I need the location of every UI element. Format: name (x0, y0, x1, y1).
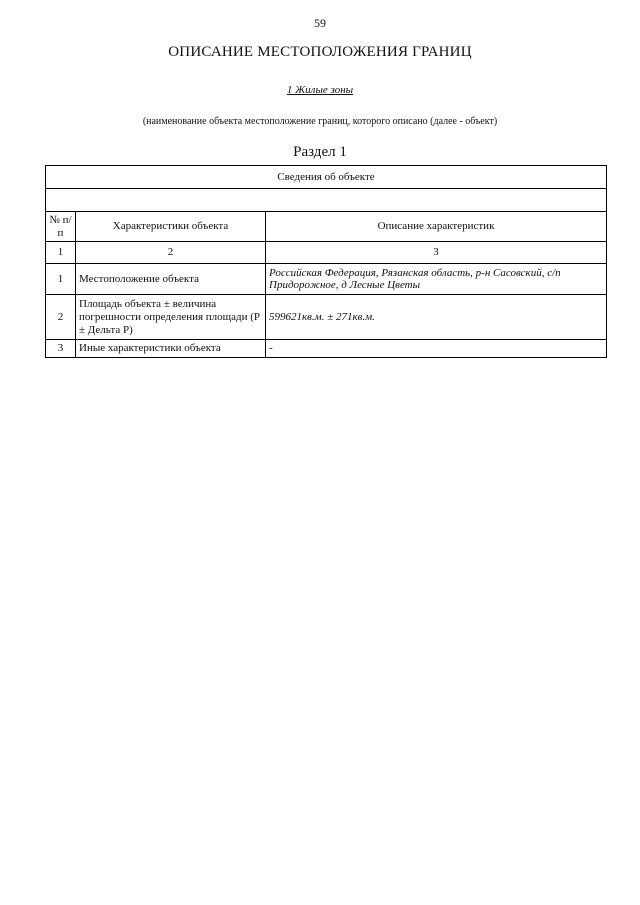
column-header-num: № п/п (46, 212, 76, 242)
column-number: 1 (46, 242, 76, 264)
object-name-caption: (наименование объекта местоположение границ, которого описано (далее - объект) (142, 116, 498, 127)
row-description: 599621кв.м. ± 271кв.м. (266, 295, 607, 340)
row-characteristic: Площадь объекта ± величина погрешности определения площади (P ± Дельта P) (76, 295, 266, 340)
row-description: - (266, 340, 607, 358)
row-characteristic: Иные характеристики объекта (76, 340, 266, 358)
table-header-row (46, 166, 607, 189)
row-num: 1 (46, 264, 76, 295)
row-characteristic: Местоположение объекта (76, 264, 266, 295)
page-number: 59 (314, 16, 326, 30)
object-name: 1 Жилые зоны (286, 84, 354, 96)
column-header-description: Описание характеристик (266, 212, 607, 242)
table-header: Сведения об объекте (46, 166, 607, 189)
table-row (46, 264, 607, 295)
table-empty-row (46, 189, 607, 212)
section-title: Раздел 1 (293, 144, 347, 160)
column-number: 2 (76, 242, 266, 264)
row-num: 3 (46, 340, 76, 358)
table-row (46, 340, 607, 358)
column-headers-row (46, 212, 607, 242)
table-empty-cell (46, 189, 607, 212)
column-number: 3 (266, 242, 607, 264)
table-row (46, 295, 607, 340)
row-num: 2 (46, 295, 76, 340)
object-info-table (45, 165, 607, 358)
row-description: Российская Федерация, Рязанская область, р-н Сасовский, с/п Придорожное, д Лесные Цветы (266, 264, 607, 295)
column-numbers-row (46, 242, 607, 264)
column-header-characteristic: Характеристики объекта (76, 212, 266, 242)
document-title: ОПИСАНИЕ МЕСТОПОЛОЖЕНИЯ ГРАНИЦ (168, 44, 472, 60)
